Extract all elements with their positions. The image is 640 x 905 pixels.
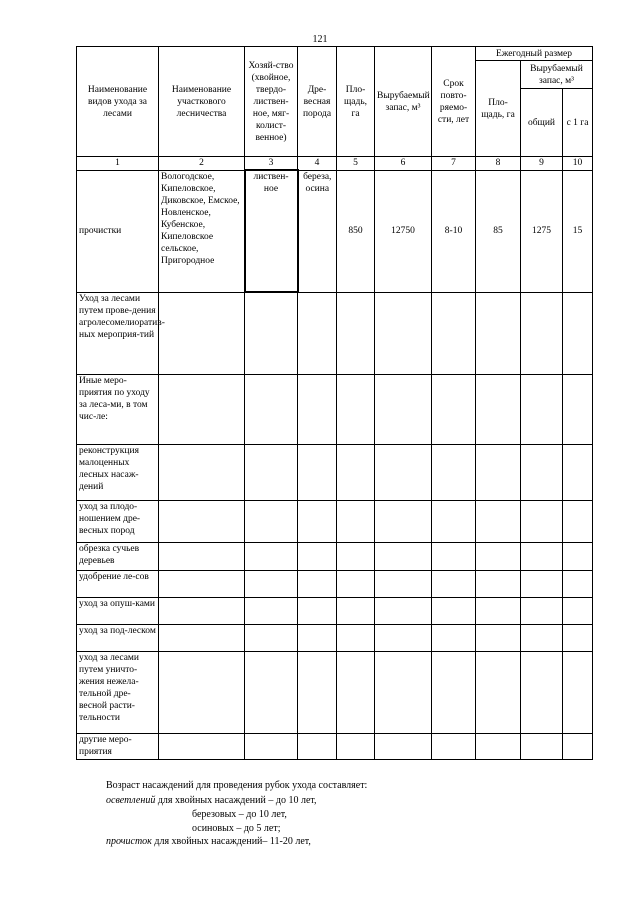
col-number: 1 <box>77 157 159 171</box>
table-row <box>77 624 593 651</box>
row-annual-area: 85 <box>476 170 521 292</box>
row-annual-total: 1275 <box>521 170 563 292</box>
row-type: уход за плодо-ношением дре-весных пород <box>77 500 159 542</box>
note-term-clearing: осветлений <box>106 795 156 806</box>
row-area: 850 <box>337 170 375 292</box>
row-forestries: Вологодское, Кипеловское, Диковское, Емское, Новленское, Кубенское, Кипеловское сельское, Пригородное <box>159 170 245 292</box>
table-row <box>77 651 593 733</box>
note-text: для хвойных насаждений – до 10 лет, <box>155 795 317 806</box>
note-term-thinning: прочисток <box>106 836 152 847</box>
row-type: уход за под-леском <box>77 624 159 651</box>
header-area: Пло-щадь, га <box>337 47 375 157</box>
note-line-1: Возраст насаждений для проведения рубок ухода составляет: <box>106 780 368 791</box>
header-farm: Хозяй-ство (хвойное, твердо-листвен-ное, мяг-колист-венное) <box>245 47 298 157</box>
row-type: реконструкция малоценных лесных насаж-дений <box>77 444 159 500</box>
row-type: обрезка сучьев деревьев <box>77 542 159 570</box>
column-number-row <box>77 157 593 171</box>
header-annual: Ежегодный размер <box>476 47 593 61</box>
table-row <box>77 292 593 374</box>
row-period: 8-10 <box>432 170 476 292</box>
row-species: береза, осина <box>298 170 337 292</box>
table-row <box>77 500 593 542</box>
row-type: Уход за лесами путем прове-дения агролесомелиоратив-ных мероприя-тий <box>77 292 159 374</box>
header-period: Срок повто-ряемо-сти, лет <box>432 47 476 157</box>
row-type: Иные меро-приятия по уходу за леса-ми, в том чис-ле: <box>77 374 159 444</box>
header-annual-area: Пло-щадь, га <box>476 61 521 157</box>
header-type: Наименование видов ухода за лесами <box>77 47 159 157</box>
table-row <box>77 597 593 624</box>
col-number: 2 <box>159 157 245 171</box>
header-species: Дре-весная порода <box>298 47 337 157</box>
row-type: уход за опуш-ками <box>77 597 159 624</box>
header-annual-per-ha: с 1 га <box>563 89 593 157</box>
row-type: прочистки <box>77 170 159 292</box>
col-number: 3 <box>245 157 298 171</box>
row-type: уход за лесами путем уничто-жения нежела-тельной дре-весной расти-тельности <box>77 651 159 733</box>
note-line-5 <box>106 836 311 847</box>
forest-care-table <box>76 46 593 760</box>
row-volume: 12750 <box>375 170 432 292</box>
header-forestry: Наименование участкового лесничества <box>159 47 245 157</box>
table-row <box>77 570 593 597</box>
table-row <box>77 444 593 500</box>
col-number: 4 <box>298 157 337 171</box>
col-number: 9 <box>521 157 563 171</box>
table-row <box>77 542 593 570</box>
note-line-4: осиновых – до 5 лет; <box>192 823 281 834</box>
row-type: другие меро-приятия <box>77 733 159 759</box>
header-annual-volume: Вырубаемый запас, м³ <box>521 61 593 89</box>
row-type: удобрение ле-сов <box>77 570 159 597</box>
col-number: 5 <box>337 157 375 171</box>
note-line-3: березовых – до 10 лет, <box>192 809 287 820</box>
table-row <box>77 374 593 444</box>
note-line-2 <box>106 795 317 806</box>
row-annual-per-ha: 15 <box>563 170 593 292</box>
note-text: для хвойных насаждений– 11-20 лет, <box>151 836 311 847</box>
col-number: 8 <box>476 157 521 171</box>
table-row-cleaning <box>77 170 593 292</box>
header-annual-total: общий <box>521 89 563 157</box>
header-volume: Вырубаемый запас, м³ <box>375 47 432 157</box>
page-number: 121 <box>312 34 328 45</box>
col-number: 6 <box>375 157 432 171</box>
row-farm: листвен-ное <box>245 170 298 292</box>
col-number: 10 <box>563 157 593 171</box>
col-number: 7 <box>432 157 476 171</box>
table-row <box>77 733 593 759</box>
